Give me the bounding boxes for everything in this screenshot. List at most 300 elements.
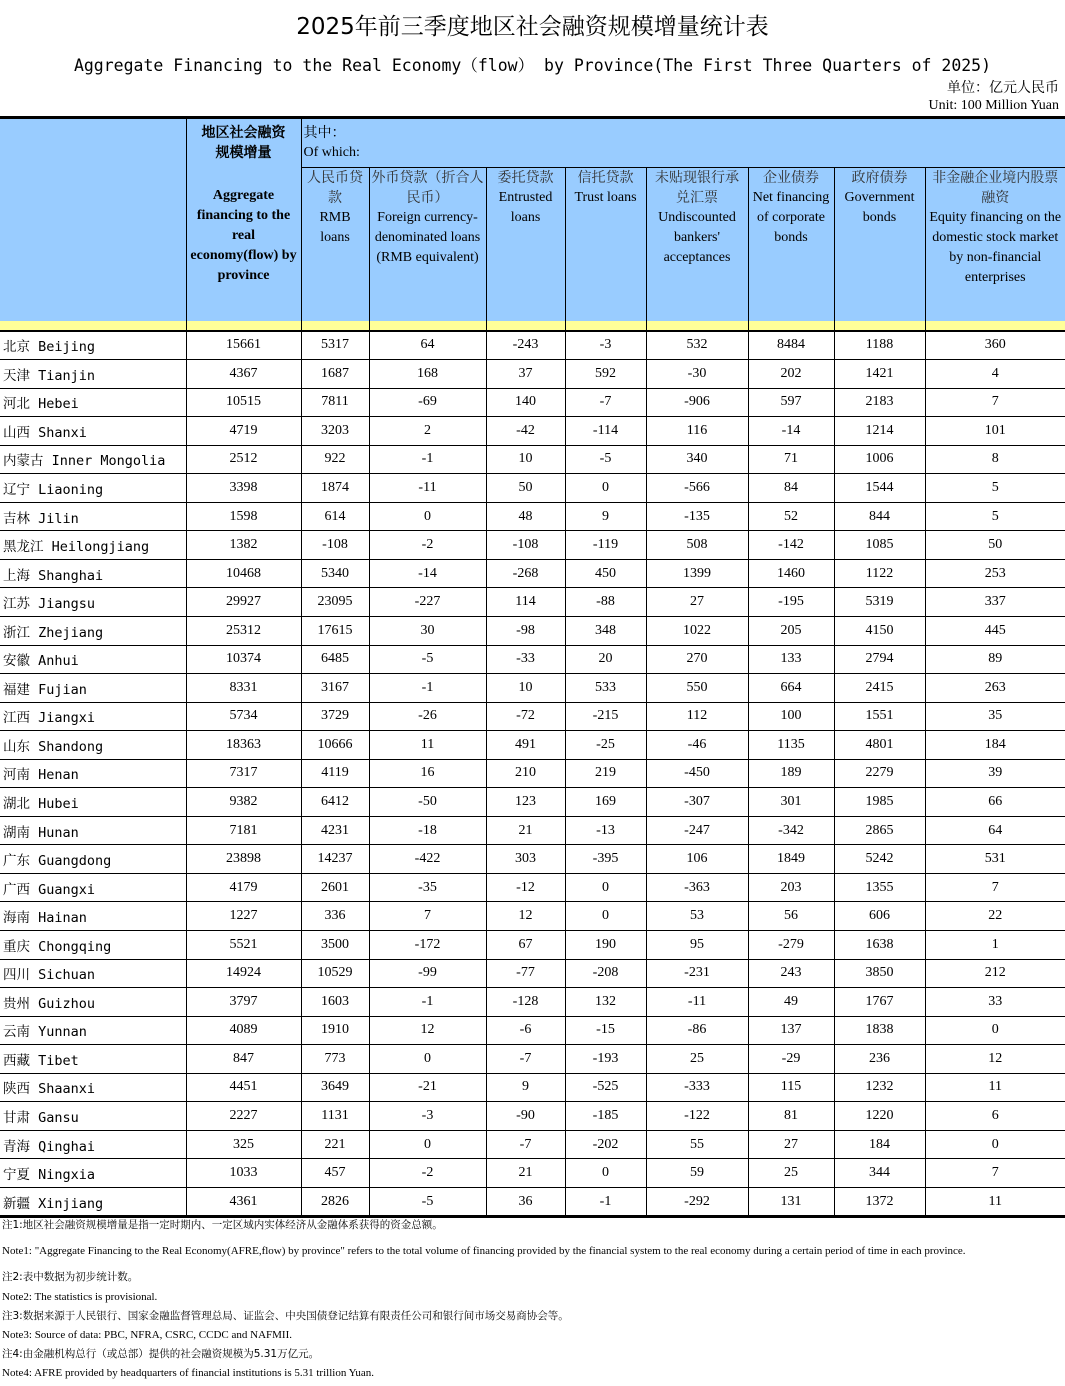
value-cell: 1232	[834, 1073, 925, 1102]
value-cell: -906	[646, 388, 748, 417]
table-row	[0, 474, 1065, 503]
value-cell: 1598	[186, 502, 301, 531]
table-row	[0, 902, 1065, 931]
value-cell: 0	[369, 1045, 486, 1074]
value-cell: 606	[834, 902, 925, 931]
value-cell: 15661	[186, 331, 301, 360]
value-cell: 3729	[301, 702, 369, 731]
value-cell: 21	[486, 816, 565, 845]
note: 注4:由金融机构总行（或总部）提供的社会融资规模为5.31万亿元。	[2, 1348, 320, 1360]
value-cell: 169	[565, 788, 646, 817]
value-cell: 95	[646, 930, 748, 959]
table-row	[0, 674, 1065, 703]
value-cell: 533	[565, 674, 646, 703]
value-cell: 344	[834, 1159, 925, 1188]
column-header-en: Equity financing on the domestic stock market by non-financial enterprises	[929, 210, 1062, 285]
province-name: 西藏 Tibet	[0, 1045, 186, 1074]
value-cell: 23898	[186, 845, 301, 874]
value-cell: -231	[646, 959, 748, 988]
column-header-zh: 人民币贷款	[307, 170, 363, 206]
value-cell: 18363	[186, 731, 301, 760]
table-row	[0, 1130, 1065, 1159]
value-cell: -2	[369, 531, 486, 560]
value-cell: 8331	[186, 674, 301, 703]
table-row	[0, 845, 1065, 874]
table-row	[0, 502, 1065, 531]
value-cell: 531	[925, 845, 1065, 874]
value-cell: 303	[486, 845, 565, 874]
value-cell: 50	[486, 474, 565, 503]
value-cell: 36	[486, 1187, 565, 1217]
value-cell: 100	[748, 702, 834, 731]
value-cell: -11	[369, 474, 486, 503]
table-row	[0, 531, 1065, 560]
column-header-zh: 非金融企业境内股票融资	[932, 170, 1059, 206]
value-cell: 847	[186, 1045, 301, 1074]
value-cell: -525	[565, 1073, 646, 1102]
province-name: 北京 Beijing	[0, 331, 186, 360]
value-cell: -35	[369, 873, 486, 902]
value-cell: 212	[925, 959, 1065, 988]
value-cell: -1	[369, 445, 486, 474]
value-cell: 1122	[834, 559, 925, 588]
value-cell: -15	[565, 1016, 646, 1045]
value-cell: 5242	[834, 845, 925, 874]
header-band	[748, 321, 834, 331]
value-cell: -193	[565, 1045, 646, 1074]
value-cell: -122	[646, 1102, 748, 1131]
value-cell: -268	[486, 559, 565, 588]
value-cell: -42	[486, 417, 565, 446]
afre-header-en: Aggregate financing to the real economy(flow) by province	[190, 188, 297, 283]
value-cell: 7	[925, 1159, 1065, 1188]
value-cell: -14	[369, 559, 486, 588]
table-row	[0, 788, 1065, 817]
value-cell: 123	[486, 788, 565, 817]
value-cell: 4179	[186, 873, 301, 902]
column-header	[369, 168, 486, 321]
value-cell: 1022	[646, 616, 748, 645]
value-cell: -13	[565, 816, 646, 845]
value-cell: 133	[748, 645, 834, 674]
value-cell: -566	[646, 474, 748, 503]
value-cell: -215	[565, 702, 646, 731]
value-cell: 3167	[301, 674, 369, 703]
value-cell: 457	[301, 1159, 369, 1188]
column-header-en: Net financing of corporate bonds	[752, 190, 830, 245]
value-cell: 592	[565, 360, 646, 389]
column-header	[748, 168, 834, 321]
table-row	[0, 759, 1065, 788]
value-cell: 1227	[186, 902, 301, 931]
value-cell: 5521	[186, 930, 301, 959]
table-row	[0, 559, 1065, 588]
province-name: 湖北 Hubei	[0, 788, 186, 817]
value-cell: -77	[486, 959, 565, 988]
value-cell: 1033	[186, 1159, 301, 1188]
value-cell: -292	[646, 1187, 748, 1217]
province-name: 陕西 Shaanxi	[0, 1073, 186, 1102]
value-cell: 0	[565, 873, 646, 902]
value-cell: 53	[646, 902, 748, 931]
value-cell: 0	[369, 502, 486, 531]
value-cell: 263	[925, 674, 1065, 703]
value-cell: 360	[925, 331, 1065, 360]
table-row	[0, 1159, 1065, 1188]
value-cell: 8	[925, 445, 1065, 474]
value-cell: -279	[748, 930, 834, 959]
value-cell: 48	[486, 502, 565, 531]
value-cell: 4150	[834, 616, 925, 645]
table-row	[0, 1102, 1065, 1131]
value-cell: 205	[748, 616, 834, 645]
value-cell: 116	[646, 417, 748, 446]
value-cell: 12	[369, 1016, 486, 1045]
header-band	[369, 321, 486, 331]
value-cell: 16	[369, 759, 486, 788]
value-cell: 1006	[834, 445, 925, 474]
value-cell: 71	[748, 445, 834, 474]
column-header-en: Undiscounted bankers' acceptances	[658, 210, 736, 265]
province-name: 新疆 Xinjiang	[0, 1187, 186, 1217]
value-cell: 5340	[301, 559, 369, 588]
of-which-en: Of which:	[303, 145, 360, 160]
value-cell: 5	[925, 474, 1065, 503]
value-cell: 0	[565, 1159, 646, 1188]
province-name: 四川 Sichuan	[0, 959, 186, 988]
value-cell: 8484	[748, 331, 834, 360]
of-which-zh: 其中：	[303, 125, 346, 141]
value-cell: 219	[565, 759, 646, 788]
table-row	[0, 417, 1065, 446]
value-cell: 1220	[834, 1102, 925, 1131]
value-cell: 84	[748, 474, 834, 503]
column-header-zh: 外币贷款（折合人民币）	[371, 170, 484, 206]
province-name: 山东 Shandong	[0, 731, 186, 760]
value-cell: 348	[565, 616, 646, 645]
table-row	[0, 1045, 1065, 1074]
value-cell: 1603	[301, 988, 369, 1017]
value-cell: -5	[565, 445, 646, 474]
header-band	[925, 321, 1065, 331]
column-header	[834, 168, 925, 321]
value-cell: 10468	[186, 559, 301, 588]
value-cell: 189	[748, 759, 834, 788]
value-cell: 5317	[301, 331, 369, 360]
value-cell: 508	[646, 531, 748, 560]
value-cell: 7	[925, 873, 1065, 902]
value-cell: 203	[748, 873, 834, 902]
value-cell: 1214	[834, 417, 925, 446]
value-cell: 37	[486, 360, 565, 389]
value-cell: -30	[646, 360, 748, 389]
value-cell: 0	[565, 902, 646, 931]
value-cell: 773	[301, 1045, 369, 1074]
column-header-en: Foreign currency-denominated loans (RMB equivalent)	[374, 210, 481, 265]
value-cell: 2794	[834, 645, 925, 674]
value-cell: 11	[925, 1073, 1065, 1102]
value-cell: -185	[565, 1102, 646, 1131]
value-cell: 59	[646, 1159, 748, 1188]
column-header-en: Government bonds	[844, 190, 915, 225]
value-cell: 14237	[301, 845, 369, 874]
table-row	[0, 588, 1065, 617]
value-cell: 2865	[834, 816, 925, 845]
value-cell: 11	[369, 731, 486, 760]
value-cell: 301	[748, 788, 834, 817]
value-cell: -363	[646, 873, 748, 902]
value-cell: -208	[565, 959, 646, 988]
value-cell: 1399	[646, 559, 748, 588]
value-cell: -172	[369, 930, 486, 959]
note: Note1: "Aggregate Financing to the Real Economy(AFRE,flow) by province" refers to the total volume of financing provided by the financial system to the real economy during a certain period of time in each province.	[2, 1245, 966, 1257]
value-cell: 9382	[186, 788, 301, 817]
value-cell: 221	[301, 1130, 369, 1159]
value-cell: 14924	[186, 959, 301, 988]
value-cell: 4231	[301, 816, 369, 845]
value-cell: 2183	[834, 388, 925, 417]
value-cell: 2	[369, 417, 486, 446]
value-cell: 33	[925, 988, 1065, 1017]
value-cell: 1	[925, 930, 1065, 959]
table-row	[0, 702, 1065, 731]
value-cell: -3	[369, 1102, 486, 1131]
value-cell: -2	[369, 1159, 486, 1188]
header-band	[646, 321, 748, 331]
value-cell: 1551	[834, 702, 925, 731]
column-header-en: RMB loans	[319, 210, 351, 245]
value-cell: 4	[925, 360, 1065, 389]
value-cell: 664	[748, 674, 834, 703]
value-cell: -119	[565, 531, 646, 560]
value-cell: 0	[925, 1130, 1065, 1159]
column-header	[646, 168, 748, 321]
value-cell: -14	[748, 417, 834, 446]
value-cell: 243	[748, 959, 834, 988]
column-header-zh: 政府债券	[851, 170, 908, 186]
province-name: 宁夏 Ningxia	[0, 1159, 186, 1188]
value-cell: 337	[925, 588, 1065, 617]
value-cell: 25	[748, 1159, 834, 1188]
province-name: 安徽 Anhui	[0, 645, 186, 674]
value-cell: -86	[646, 1016, 748, 1045]
value-cell: 4089	[186, 1016, 301, 1045]
province-header	[0, 118, 186, 321]
value-cell: -114	[565, 417, 646, 446]
value-cell: -128	[486, 988, 565, 1017]
province-name: 广西 Guangxi	[0, 873, 186, 902]
value-cell: 131	[748, 1187, 834, 1217]
table-row	[0, 988, 1065, 1017]
table-row	[0, 816, 1065, 845]
province-name: 天津 Tianjin	[0, 360, 186, 389]
value-cell: 55	[646, 1130, 748, 1159]
value-cell: 30	[369, 616, 486, 645]
value-cell: 64	[369, 331, 486, 360]
table-row	[0, 959, 1065, 988]
value-cell: -69	[369, 388, 486, 417]
value-cell: 7811	[301, 388, 369, 417]
value-cell: 4719	[186, 417, 301, 446]
value-cell: 25	[646, 1045, 748, 1074]
value-cell: 2279	[834, 759, 925, 788]
table-row	[0, 331, 1065, 360]
value-cell: 6485	[301, 645, 369, 674]
value-cell: 12	[486, 902, 565, 931]
province-name: 重庆 Chongqing	[0, 930, 186, 959]
value-cell: 20	[565, 645, 646, 674]
table-row	[0, 616, 1065, 645]
value-cell: 56	[748, 902, 834, 931]
value-cell: -6	[486, 1016, 565, 1045]
column-header-en: Entrusted loans	[498, 190, 553, 225]
value-cell: 340	[646, 445, 748, 474]
value-cell: 597	[748, 388, 834, 417]
value-cell: 2227	[186, 1102, 301, 1131]
value-cell: 190	[565, 930, 646, 959]
value-cell: 1188	[834, 331, 925, 360]
value-cell: 9	[486, 1073, 565, 1102]
value-cell: 6	[925, 1102, 1065, 1131]
table-row	[0, 1016, 1065, 1045]
value-cell: 4451	[186, 1073, 301, 1102]
value-cell: 89	[925, 645, 1065, 674]
table-row	[0, 873, 1065, 902]
value-cell: -142	[748, 531, 834, 560]
value-cell: 12	[925, 1045, 1065, 1074]
value-cell: 7317	[186, 759, 301, 788]
value-cell: -7	[486, 1045, 565, 1074]
value-cell: 5	[925, 502, 1065, 531]
value-cell: 3500	[301, 930, 369, 959]
value-cell: 184	[834, 1130, 925, 1159]
value-cell: 140	[486, 388, 565, 417]
table-row	[0, 1073, 1065, 1102]
value-cell: 1767	[834, 988, 925, 1017]
value-cell: 1985	[834, 788, 925, 817]
value-cell: 10529	[301, 959, 369, 988]
afre-header	[186, 118, 301, 321]
value-cell: 0	[565, 474, 646, 503]
value-cell: 17615	[301, 616, 369, 645]
province-name: 广东 Guangdong	[0, 845, 186, 874]
value-cell: -195	[748, 588, 834, 617]
value-cell: 210	[486, 759, 565, 788]
value-cell: 184	[925, 731, 1065, 760]
value-cell: -50	[369, 788, 486, 817]
value-cell: 21	[486, 1159, 565, 1188]
value-cell: -5	[369, 1187, 486, 1217]
value-cell: -247	[646, 816, 748, 845]
value-cell: 4801	[834, 731, 925, 760]
value-cell: 1460	[748, 559, 834, 588]
title-zh: 2025年前三季度地区社会融资规模增量统计表	[296, 14, 769, 40]
province-name: 江苏 Jiangsu	[0, 588, 186, 617]
value-cell: 64	[925, 816, 1065, 845]
column-header	[925, 168, 1065, 321]
province-name: 吉林 Jilin	[0, 502, 186, 531]
value-cell: -342	[748, 816, 834, 845]
value-cell: -108	[301, 531, 369, 560]
note: 注3:数据来源于人民银行、国家金融监督管理总局、证监会、中央国债登记结算有限责任公司和银行间市场交易商协会等。	[2, 1310, 569, 1322]
value-cell: -1	[369, 674, 486, 703]
value-cell: -1	[369, 988, 486, 1017]
value-cell: -135	[646, 502, 748, 531]
value-cell: 9	[565, 502, 646, 531]
value-cell: 1849	[748, 845, 834, 874]
value-cell: 5734	[186, 702, 301, 731]
table-row	[0, 930, 1065, 959]
value-cell: 168	[369, 360, 486, 389]
value-cell: 10	[486, 674, 565, 703]
note: 注1:地区社会融资规模增量是指一定时期内、一定区域内实体经济从金融体系获得的资金总额。	[2, 1219, 443, 1231]
value-cell: 10	[486, 445, 565, 474]
value-cell: 25312	[186, 616, 301, 645]
value-cell: 137	[748, 1016, 834, 1045]
header-band	[301, 321, 369, 331]
value-cell: 7	[369, 902, 486, 931]
value-cell: 115	[748, 1073, 834, 1102]
province-name: 河南 Henan	[0, 759, 186, 788]
value-cell: -7	[486, 1130, 565, 1159]
note: Note3: Source of data: PBC, NFRA, CSRC, CCDC and NAFMII.	[2, 1329, 292, 1341]
value-cell: -11	[646, 988, 748, 1017]
value-cell: 49	[748, 988, 834, 1017]
value-cell: 114	[486, 588, 565, 617]
column-header-zh: 企业债券	[763, 170, 819, 186]
value-cell: 23095	[301, 588, 369, 617]
value-cell: 52	[748, 502, 834, 531]
value-cell: 445	[925, 616, 1065, 645]
province-name: 黑龙江 Heilongjiang	[0, 531, 186, 560]
value-cell: 3797	[186, 988, 301, 1017]
value-cell: 4119	[301, 759, 369, 788]
province-name: 江西 Jiangxi	[0, 702, 186, 731]
value-cell: 22	[925, 902, 1065, 931]
value-cell: 2826	[301, 1187, 369, 1217]
value-cell: -202	[565, 1130, 646, 1159]
value-cell: 5319	[834, 588, 925, 617]
value-cell: 1544	[834, 474, 925, 503]
value-cell: 0	[369, 1130, 486, 1159]
value-cell: 10666	[301, 731, 369, 760]
value-cell: 67	[486, 930, 565, 959]
table-row	[0, 645, 1065, 674]
value-cell: -26	[369, 702, 486, 731]
value-cell: 1421	[834, 360, 925, 389]
table-row	[0, 1187, 1065, 1217]
value-cell: -395	[565, 845, 646, 874]
province-name: 甘肃 Gansu	[0, 1102, 186, 1131]
value-cell: 202	[748, 360, 834, 389]
province-name: 内蒙古 Inner Mongolia	[0, 445, 186, 474]
value-cell: 112	[646, 702, 748, 731]
value-cell: 532	[646, 331, 748, 360]
value-cell: -90	[486, 1102, 565, 1131]
header-band	[565, 321, 646, 331]
value-cell: 325	[186, 1130, 301, 1159]
value-cell: 7181	[186, 816, 301, 845]
value-cell: 101	[925, 417, 1065, 446]
value-cell: 35	[925, 702, 1065, 731]
value-cell: 50	[925, 531, 1065, 560]
province-name: 福建 Fujian	[0, 674, 186, 703]
value-cell: 10515	[186, 388, 301, 417]
value-cell: -88	[565, 588, 646, 617]
column-header-en: Trust loans	[574, 190, 637, 205]
value-cell: -227	[369, 588, 486, 617]
value-cell: -18	[369, 816, 486, 845]
